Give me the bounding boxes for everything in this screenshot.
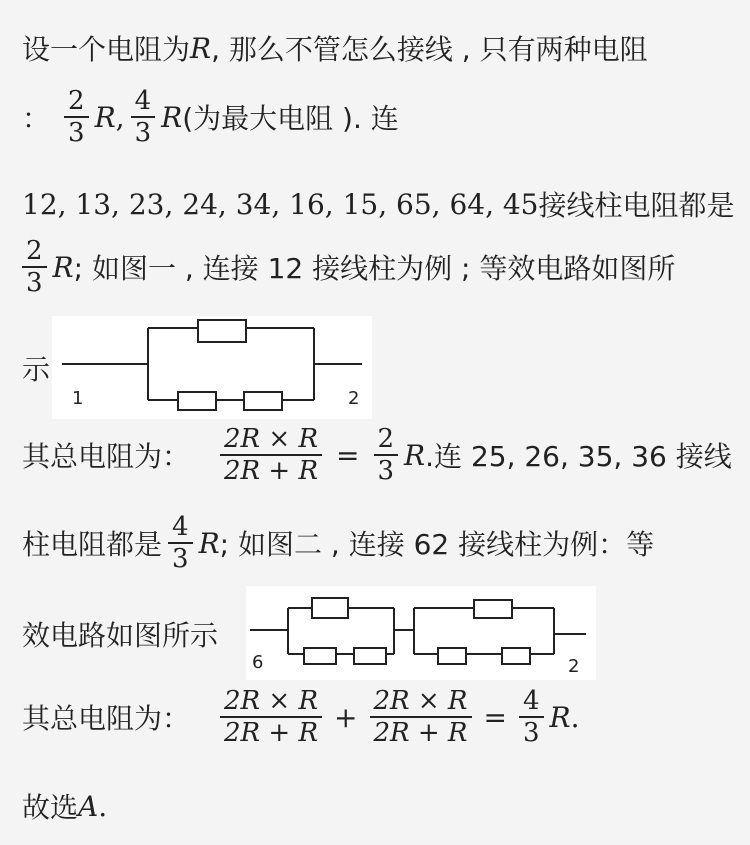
circuit-figure-1 <box>52 316 372 419</box>
terminal-label-left: 6 <box>252 652 264 673</box>
fraction-parallel-a: $\frac{2R \times R}{2R + R}$ <box>220 686 322 748</box>
resistor-symbol: R <box>190 31 212 65</box>
fraction-two-thirds: $\frac{2}{3}$ <box>374 424 399 486</box>
fraction-four-thirds: $\frac{4}{3}$ <box>168 512 193 574</box>
line7-tail: ; 如图二 , 连接 62 接线柱为例：等 <box>219 528 655 561</box>
text-line-9: 其总电阻为： $\frac{2R \times R}{2R + R}$ + $\frac{2R \times R}{2R + R}$ = $\frac{4}{3}$ R . <box>22 686 580 748</box>
fraction-parallel-b: $\frac{2R \times R}{2R + R}$ <box>370 686 472 748</box>
fraction-parallel: $\frac{2R \times R}{2R + R}$ <box>220 424 322 486</box>
line4-tail: ; 如图一 , 连接 12 接线柱为例 ; 等效电路如图所 <box>73 252 676 285</box>
fraction-four-thirds: $\frac{4}{3}$ <box>519 686 544 748</box>
resistor <box>438 648 466 664</box>
resistor <box>178 392 216 410</box>
circuit-diagram-1 <box>52 316 372 419</box>
text-line-2: ： $\frac{2}{3}$ R , $\frac{4}{3}$ R (为最大电阻 ). 连 <box>22 86 399 148</box>
resistor <box>354 648 386 664</box>
fraction-two-thirds: $\frac{2}{3}$ <box>64 86 89 148</box>
line1-text-b: , 那么不管怎么接线 , 只有两种电阻 <box>211 33 648 66</box>
line6-tail: .连 25, 26, 35, 36 接线 <box>425 440 732 473</box>
answer-choice: A <box>78 789 99 823</box>
colon: ： <box>22 102 51 135</box>
resistor <box>502 648 530 664</box>
resistor <box>474 600 512 618</box>
terminal-label-right: 2 <box>348 388 360 409</box>
resistor <box>304 648 336 664</box>
text-line-8: 效电路如图所示 <box>22 619 219 652</box>
text-line-3 <box>22 184 735 224</box>
terminal-label-right: 2 <box>568 656 580 677</box>
line1-text-a: 设一个电阻为 <box>22 33 191 66</box>
circuit-diagram-2 <box>246 586 596 680</box>
text-line-5: 示 <box>22 353 51 386</box>
resistor <box>312 598 348 618</box>
text-line-10: 故选 A . <box>22 789 108 824</box>
text-line-6: 其总电阻为： $\frac{2R \times R}{2R + R}$ = $\frac{2}{3}$ R .连 25, 26, 35, 36 接线 <box>22 424 732 486</box>
text-line-4: $\frac{2}{3}$ R ; 如图一 , 连接 12 接线柱为例 ; 等效电路如图所 <box>22 236 675 298</box>
circuit-figure-2 <box>246 586 596 680</box>
resistor <box>244 392 282 410</box>
text-line-7: 柱电阻都是 $\frac{4}{3}$ R ; 如图二 , 连接 62 接线柱为例：等 <box>22 512 655 574</box>
line2-tail: (为最大电阻 ). 连 <box>182 102 399 135</box>
terminal-label-left: 1 <box>72 388 84 409</box>
fraction-two-thirds: $\frac{2}{3}$ <box>22 236 47 298</box>
resistor <box>198 320 246 342</box>
terminal-pairs: 12, 13, 23, 24, 34, 16, 15, 65, 64, 45 <box>22 187 539 221</box>
fraction-four-thirds: $\frac{4}{3}$ <box>131 86 156 148</box>
text-line-1 <box>22 28 648 68</box>
line3-tail: 接线柱电阻都是 <box>538 189 735 222</box>
